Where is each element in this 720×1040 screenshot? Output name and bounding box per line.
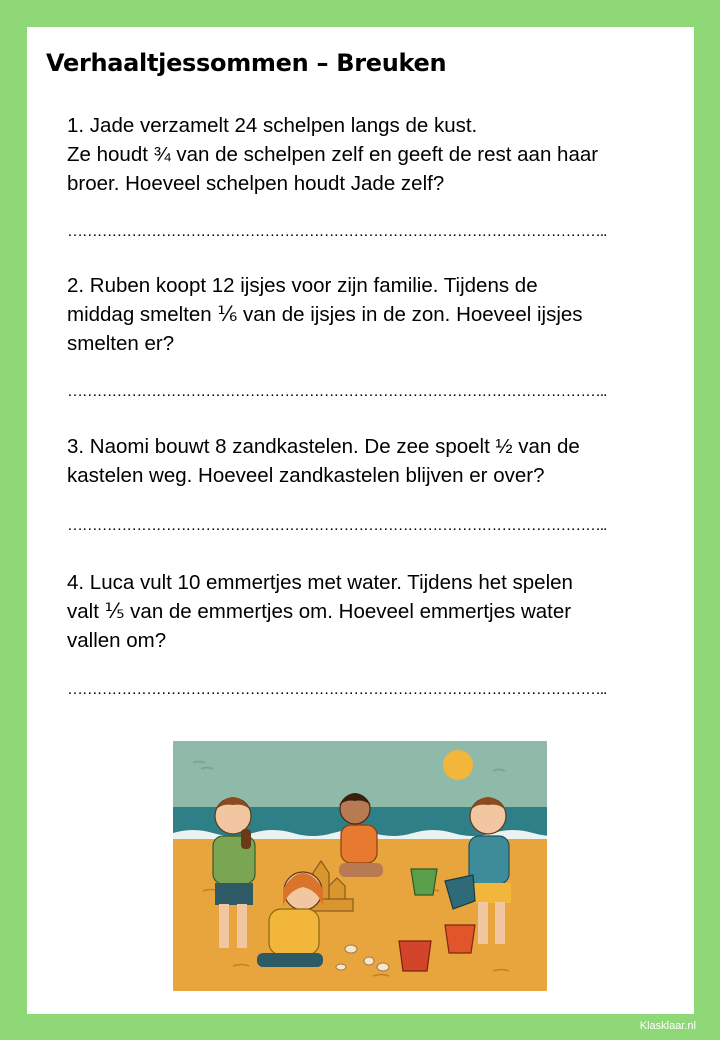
answer-line-2: ……………………………………………………………………………………………….. <box>67 383 607 400</box>
answer-line-1: ……………………………………………………………………………………………….. <box>67 223 607 240</box>
question-line: Ze houdt ¾ van de schelpen zelf en geeft de rest aan haar <box>67 143 599 166</box>
question-line: middag smelten ⅙ van de ijsjes in de zon. Hoeveel ijsjes <box>67 303 583 326</box>
question-line: smelten er? <box>67 332 175 355</box>
answer-line-3: ……………………………………………………………………………………………….. <box>67 517 607 534</box>
sun-icon <box>443 750 473 780</box>
red-bucket-icon <box>399 941 431 971</box>
question-line: valt ⅕ van de emmertjes om. Hoeveel emmertjes water <box>67 600 572 623</box>
footer-brand: Klasklaar.nl <box>639 1020 696 1032</box>
question-line: 2. Ruben koopt 12 ijsjes voor zijn familie. Tijdens de <box>67 274 538 297</box>
question-4 <box>67 568 667 655</box>
green-bucket-icon <box>411 869 437 895</box>
question-2 <box>67 271 667 358</box>
page-title: Verhaaltjessommen – Breuken <box>46 49 447 77</box>
question-3 <box>67 432 667 490</box>
answer-line-4: ……………………………………………………………………………………………….. <box>67 681 607 698</box>
worksheet-page <box>27 27 694 1014</box>
question-1 <box>67 111 667 198</box>
question-line: kastelen weg. Hoeveel zandkastelen blijven er over? <box>67 464 545 487</box>
question-line: 4. Luca vult 10 emmertjes met water. Tijdens het spelen <box>67 571 573 594</box>
orange-bucket-icon <box>445 925 475 953</box>
question-line: 1. Jade verzamelt 24 schelpen langs de kust. <box>67 114 478 137</box>
question-line: vallen om? <box>67 629 167 652</box>
question-line: 3. Naomi bouwt 8 zandkastelen. De zee spoelt ½ van de <box>67 435 580 458</box>
beach-children-illustration <box>173 741 547 991</box>
question-line: broer. Hoeveel schelpen houdt Jade zelf? <box>67 172 445 195</box>
